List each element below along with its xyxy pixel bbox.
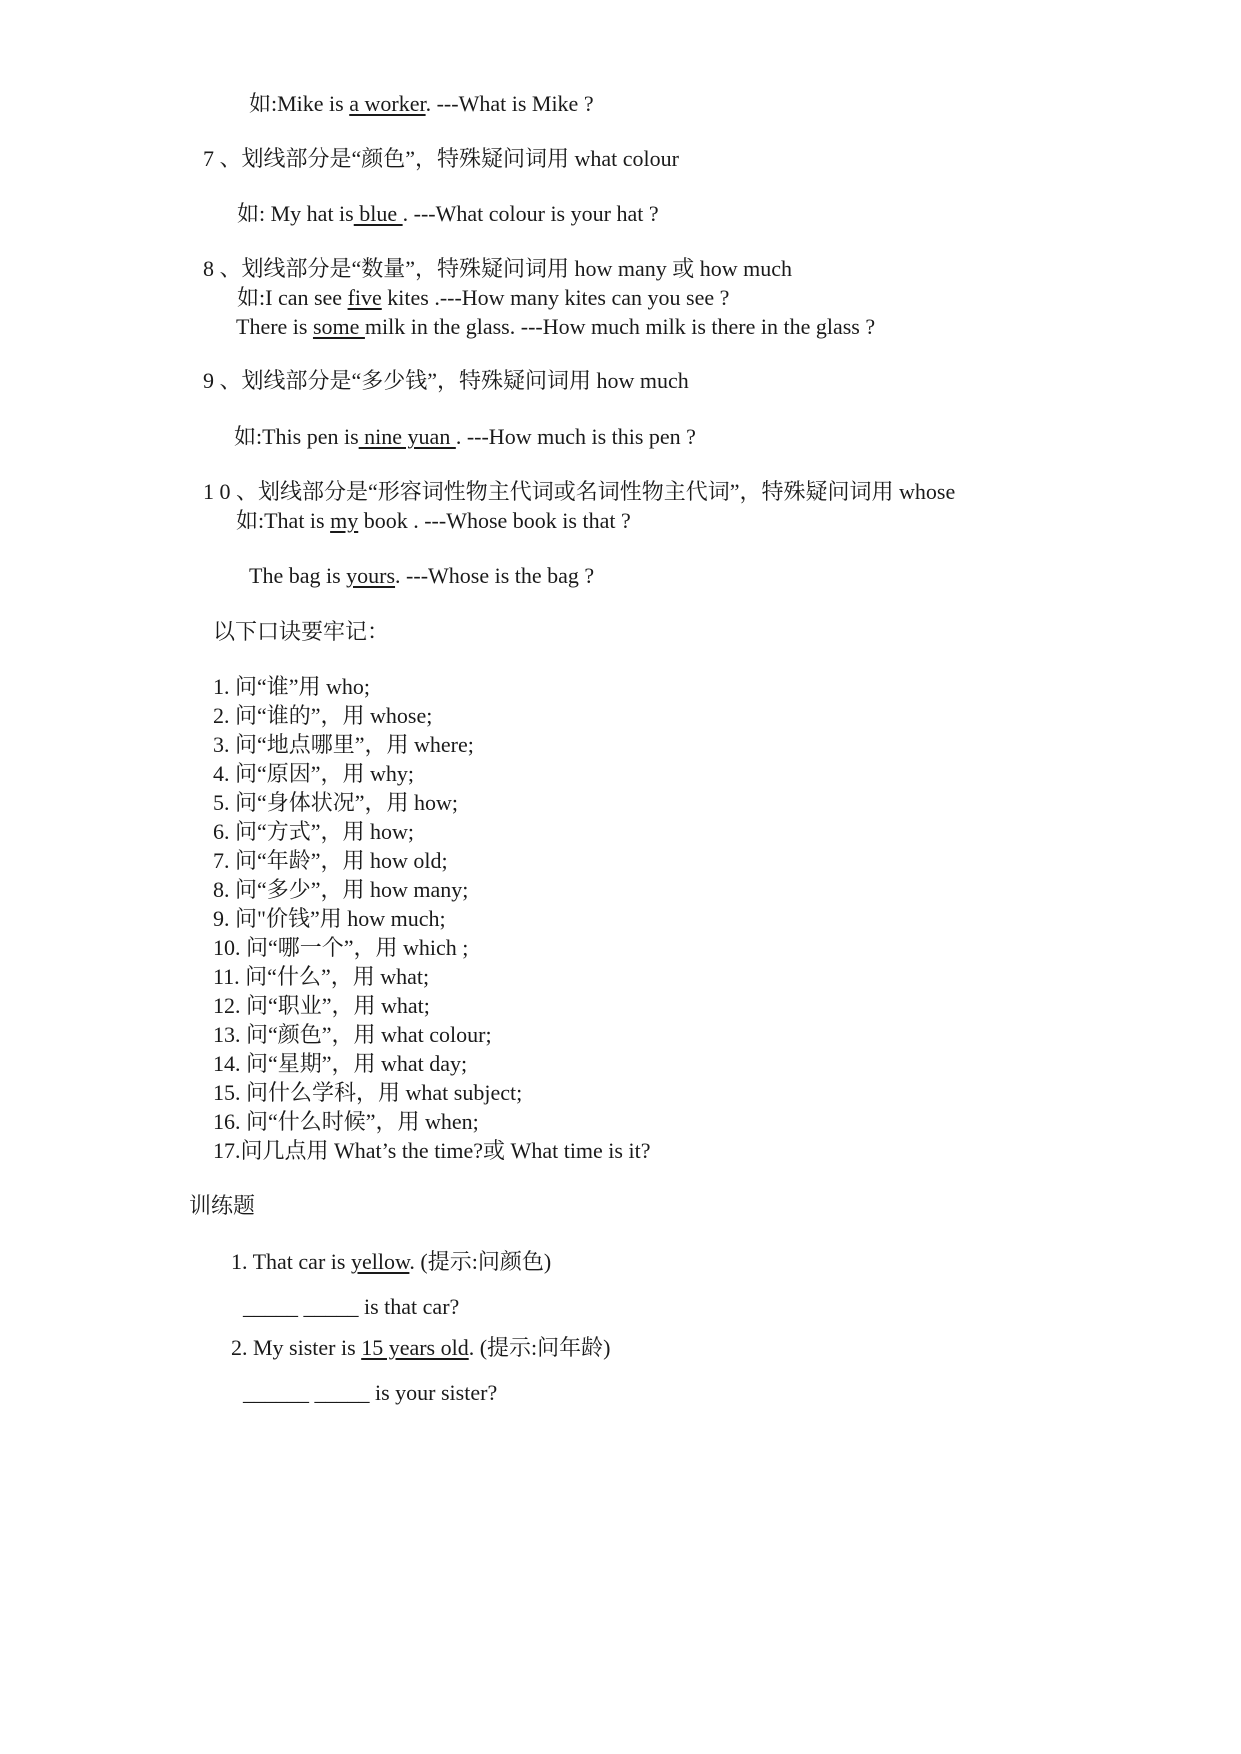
list-item: 12. 问“职业”，用 what; <box>213 993 430 1018</box>
example-question: book . ---Whose book is that ? <box>358 508 631 533</box>
list-item: 8. 问“多少”，用 how many; <box>213 877 469 902</box>
underlined-part: 15 years old <box>361 1335 469 1360</box>
list-item: 1. 问“谁”用 who; <box>213 674 371 699</box>
list-item: 17.问几点用 What’s the time?或 What time is it? <box>213 1138 651 1163</box>
rule-8-heading: 8 、划线部分是“数量”，特殊疑问词用 how many 或 how much <box>203 256 793 281</box>
exercise-1-answer-line[interactable]: _____ _____ is that car? <box>243 1294 460 1319</box>
underlined-part: my <box>330 508 359 533</box>
exercise-hint: . (提示:问年龄) <box>468 1335 611 1360</box>
example-text: 如:That is <box>236 508 331 533</box>
example-question: kites .---How many kites can you see ? <box>381 285 730 310</box>
underlined-part: five <box>347 285 382 310</box>
list-item: 3. 问“地点哪里”，用 where; <box>213 732 474 757</box>
rule-10-heading: 1 0 、划线部分是“形容词性物主代词或名词性物主代词”，特殊疑问词用 whose <box>203 479 956 504</box>
exercises-title: 训练题 <box>189 1193 256 1218</box>
list-item: 14. 问“星期”，用 what day; <box>213 1051 468 1076</box>
example-text: 如:This pen is <box>234 424 359 449</box>
example-rule-7 <box>237 200 659 228</box>
exercise-hint: . (提示:问颜色) <box>409 1249 552 1274</box>
underlined-part: a worker <box>349 91 426 116</box>
list-item: 10. 问“哪一个”，用 which ; <box>213 935 469 960</box>
example-text: 如:I can see <box>237 285 348 310</box>
rule-7-heading: 7 、划线部分是“颜色”，特殊疑问词用 what colour <box>203 146 679 171</box>
example-text: 如:Mike is <box>249 91 350 116</box>
exercise-2-prompt <box>231 1334 610 1362</box>
rule-9-heading: 9 、划线部分是“多少钱”，特殊疑问词用 how much <box>203 368 689 393</box>
list-item: 9. 问"价钱”用 how much; <box>213 906 446 931</box>
underlined-part: some <box>312 314 365 339</box>
exercise-text: 2. My sister is <box>231 1335 362 1360</box>
example-question: . ---How much is this pen ? <box>455 424 696 449</box>
list-item: 6. 问“方式”，用 how; <box>213 819 415 844</box>
list-item: 15. 问什么学科，用 what subject; <box>213 1080 523 1105</box>
underlined-part: yours <box>346 563 396 588</box>
example-rule-8b <box>236 313 875 341</box>
example-text: The bag is <box>249 563 347 588</box>
list-item: 7. 问“年龄”，用 how old; <box>213 848 448 873</box>
list-item: 5. 问“身体状况”，用 how; <box>213 790 459 815</box>
example-question: . ---Whose is the bag ? <box>395 563 595 588</box>
example-rule-6 <box>249 90 594 118</box>
list-item: 13. 问“颜色”，用 what colour; <box>213 1022 492 1047</box>
list-item: 2. 问“谁的”，用 whose; <box>213 703 433 728</box>
list-item: 4. 问“原因”，用 why; <box>213 761 415 786</box>
exercise-2-answer-line[interactable]: ______ _____ is your sister? <box>243 1380 498 1405</box>
underlined-part: blue <box>353 201 403 226</box>
example-rule-9 <box>234 423 696 451</box>
list-item: 16. 问“什么时候”，用 when; <box>213 1109 479 1134</box>
example-question: milk in the glass. ---How much milk is there in the glass ? <box>364 314 876 339</box>
exercise-1-prompt <box>231 1248 551 1276</box>
exercise-text: 1. That car is <box>231 1249 351 1274</box>
example-text: There is <box>236 314 313 339</box>
example-question: . ---What colour is your hat ? <box>402 201 659 226</box>
mnemonic-title: 以下口诀要牢记： <box>213 619 390 644</box>
example-rule-10b <box>249 562 594 590</box>
example-text: 如: My hat is <box>237 201 354 226</box>
example-rule-10a <box>236 507 631 535</box>
underlined-part: yellow <box>350 1249 410 1274</box>
example-rule-8a <box>237 284 729 312</box>
example-question: . ---What is Mike ? <box>425 91 594 116</box>
underlined-part: nine yuan <box>358 424 456 449</box>
list-item: 11. 问“什么”，用 what; <box>213 964 430 989</box>
